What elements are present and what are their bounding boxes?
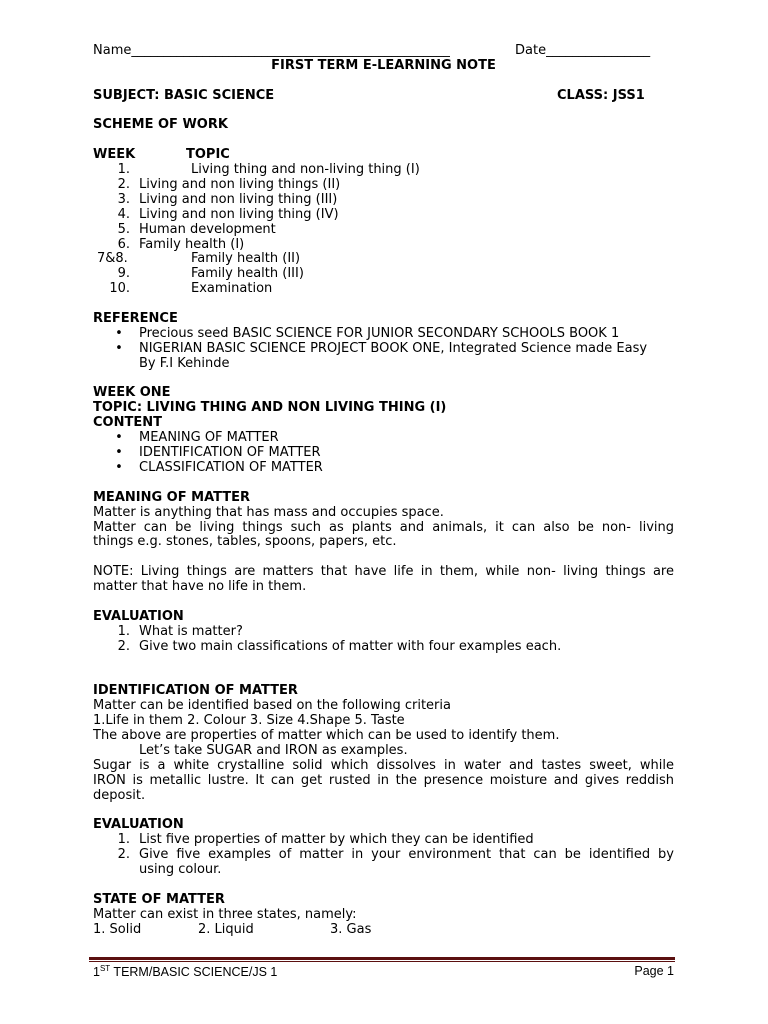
week-topic: Living and non living thing (IV) (139, 206, 339, 222)
week-topic: Living and non living things (II) (139, 177, 341, 193)
week-number: 1. (117, 162, 130, 178)
item-number: 2. (117, 638, 130, 654)
bullet-icon: • (115, 430, 123, 446)
list-item-continuation (93, 863, 674, 878)
paragraph-line: The above are properties of matter which can be used to identify them. (93, 727, 560, 743)
week-one-heading: WEEK ONE (93, 385, 171, 401)
content-heading: CONTENT (93, 415, 162, 431)
criteria-line: 1.Life in them 2. Colour 3. Size 4.Shape 5. Taste (93, 713, 405, 729)
bullet-icon: • (115, 340, 123, 356)
list-item (93, 342, 674, 357)
list-item (93, 431, 674, 446)
topic-column-header: TOPIC (186, 147, 230, 163)
item-number: 2. (117, 847, 130, 863)
paragraph-line: Matter is anything that has mass and occupies space. (93, 504, 444, 520)
week-column-header: WEEK (93, 147, 136, 163)
state-heading: STATE OF MATTER (93, 891, 225, 907)
date-field: Date________________ (515, 43, 651, 58)
question-text: using colour. (139, 861, 222, 877)
scheme-heading: SCHEME OF WORK (93, 117, 228, 133)
paragraph-line: Sugar is a white crystalline solid which dissolves in water and tastes sweet, while (93, 757, 674, 773)
reference-text: By F.I Kehinde (139, 355, 230, 371)
bullet-icon: • (115, 325, 123, 341)
week-number: 9. (117, 266, 130, 282)
reference-text: Precious seed BASIC SCIENCE FOR JUNIOR SECONDARY SCHOOLS BOOK 1 (139, 325, 620, 341)
week-topic: Human development (139, 221, 276, 237)
scheme-row (93, 178, 674, 193)
paragraph-line: deposit. (93, 787, 146, 803)
states-line (93, 923, 674, 938)
name-date-line (93, 44, 674, 59)
paragraph-line: Let’s take SUGAR and IRON as examples. (139, 742, 408, 758)
paragraph-line: Matter can exist in three states, namely: (93, 906, 357, 922)
week-number: 7&8. (97, 251, 128, 267)
week-number: 4. (117, 206, 130, 222)
week-topic: Family health (I) (139, 236, 245, 252)
class-label: CLASS: JSS1 (557, 87, 645, 103)
week-topic: Family health (II) (191, 251, 301, 267)
scheme-columns (93, 148, 674, 163)
subject-label: SUBJECT: BASIC SCIENCE (93, 87, 275, 103)
footer-divider (89, 957, 675, 960)
meaning-heading: MEANING OF MATTER (93, 489, 251, 505)
evaluation-heading: EVALUATION (93, 817, 184, 833)
content-item: CLASSIFICATION OF MATTER (139, 459, 323, 475)
document-page (93, 44, 674, 937)
identification-heading: IDENTIFICATION OF MATTER (93, 683, 298, 699)
note-line: matter that have no life in them. (93, 579, 307, 595)
week-number: 5. (117, 221, 130, 237)
scheme-row (93, 238, 674, 253)
week-number: 10. (109, 281, 130, 297)
item-number: 1. (117, 623, 130, 639)
footer-divider-thin (89, 961, 675, 962)
list-item (93, 327, 674, 342)
item-number: 1. (117, 832, 130, 848)
week-number: 6. (117, 236, 130, 252)
state-gas: 3. Gas (330, 921, 372, 937)
list-item (93, 446, 674, 461)
week-topic: Examination (191, 281, 273, 297)
list-item (93, 625, 674, 640)
week-number: 3. (117, 191, 130, 207)
note-line: NOTE: Living things are matters that have life in them, while non- living things are (93, 564, 674, 580)
content-item: MEANING OF MATTER (139, 430, 279, 446)
bullet-icon: • (115, 459, 123, 475)
state-liquid: 2. Liquid (198, 921, 254, 937)
scheme-row (93, 223, 674, 238)
paragraph-line: Matter can be identified based on the following criteria (93, 698, 451, 714)
reference-text: NIGERIAN BASIC SCIENCE PROJECT BOOK ONE, Integrated Science made Easy (139, 340, 648, 356)
scheme-row (93, 267, 674, 282)
content-item: IDENTIFICATION OF MATTER (139, 445, 321, 461)
list-item (93, 848, 674, 863)
list-item (93, 640, 674, 655)
paragraph-line: Matter can be living things such as plants and animals, it can also be non- living (93, 519, 674, 535)
week-one-topic: TOPIC: LIVING THING AND NON LIVING THING (I) (93, 400, 447, 416)
week-topic: Living and non living thing (III) (139, 191, 338, 207)
scheme-row (93, 193, 674, 208)
list-item (93, 833, 674, 848)
week-number: 2. (117, 177, 130, 193)
scheme-row (93, 252, 674, 267)
paragraph-line: IRON is metallic lustre. It can get rusted in the presence moisture and gives reddish (93, 772, 674, 788)
scheme-row (93, 208, 674, 223)
document-title: FIRST TERM E-LEARNING NOTE (271, 57, 496, 73)
state-solid: 1. Solid (93, 921, 142, 937)
question-text: List five properties of matter by which they can be identified (139, 832, 534, 848)
scheme-row (93, 282, 674, 297)
question-text: What is matter? (139, 623, 243, 639)
list-item (93, 461, 674, 476)
week-topic: Family health (III) (191, 266, 304, 282)
paragraph-line: things e.g. stones, tables, spoons, papers, etc. (93, 534, 397, 550)
list-item (93, 357, 674, 372)
question-text: Give five examples of matter in your environment that can be identified by (139, 847, 674, 863)
footer-term-label: 1ST TERM/BASIC SCIENCE/JS 1 (93, 964, 278, 980)
bullet-icon: • (115, 445, 123, 461)
question-text: Give two main classifications of matter with four examples each. (139, 638, 562, 654)
name-field: Name_________________________________________________ (93, 43, 450, 58)
reference-heading: REFERENCE (93, 311, 178, 327)
page-number: Page 1 (634, 964, 674, 978)
scheme-row (93, 163, 674, 178)
subject-line (93, 89, 674, 104)
evaluation-heading: EVALUATION (93, 608, 184, 624)
week-topic: Living thing and non-living thing (I) (191, 162, 420, 178)
